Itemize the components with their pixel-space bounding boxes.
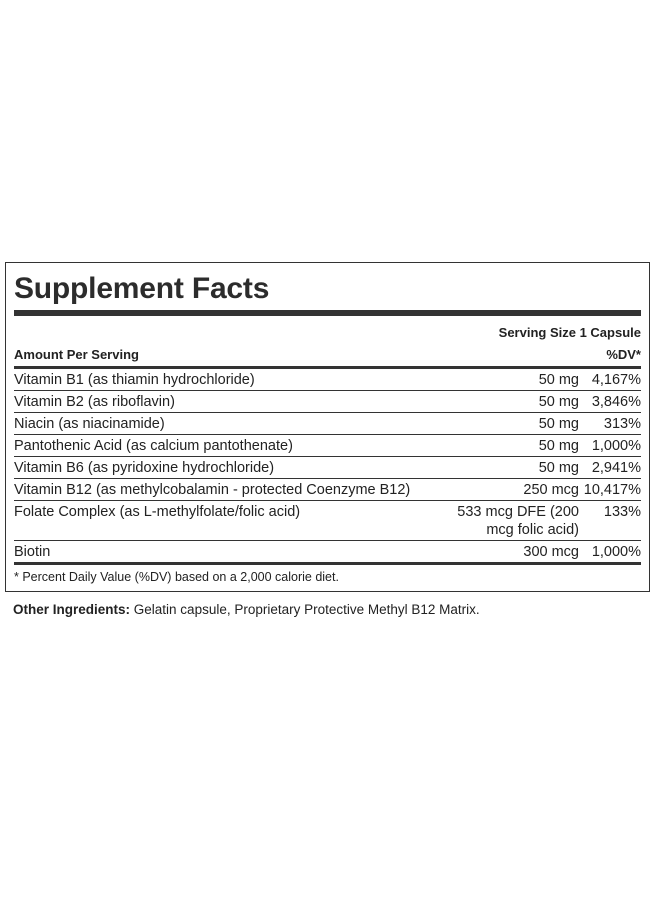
nutrient-dv: 313% [603, 415, 641, 432]
nutrient-dv: 10,417% [583, 481, 641, 498]
nutrient-row [14, 457, 641, 479]
nutrient-name: Vitamin B6 (as pyridoxine hydrochloride) [14, 459, 275, 476]
nutrient-row [14, 541, 641, 565]
nutrient-row [14, 435, 641, 457]
nutrient-amount: 50 mg [538, 459, 579, 476]
nutrient-dv: 4,167% [591, 371, 641, 388]
other-ingredients-label: Other Ingredients: [13, 602, 131, 617]
nutrient-row [14, 413, 641, 435]
other-ingredients-text: Gelatin capsule, Proprietary Protective Methyl B12 Matrix. [133, 602, 480, 617]
nutrient-amount: 50 mg [538, 371, 579, 388]
nutrient-amount: 50 mg [538, 415, 579, 432]
nutrient-row [14, 479, 641, 501]
nutrient-list [14, 369, 641, 565]
nutrient-amount: 50 mg [538, 393, 579, 410]
dv-footnote: * Percent Daily Value (%DV) based on a 2,000 calorie diet. [14, 570, 339, 584]
nutrient-name: Vitamin B2 (as riboflavin) [14, 393, 175, 410]
nutrient-dv: 133% [603, 503, 641, 520]
nutrient-amount: 533 mcg DFE (200 mcg folic acid) [457, 503, 579, 538]
other-ingredients [13, 601, 480, 619]
dv-header: %DV* [606, 347, 641, 362]
serving-size: Serving Size 1 Capsule [498, 325, 641, 340]
nutrient-name: Pantothenic Acid (as calcium pantothenate) [14, 437, 293, 454]
nutrient-dv: 1,000% [591, 543, 641, 560]
nutrient-name: Folate Complex (as L-methylfolate/folic acid) [14, 503, 301, 520]
amount-per-serving-header: Amount Per Serving [14, 347, 139, 362]
nutrient-row [14, 391, 641, 413]
nutrient-name: Vitamin B12 (as methylcobalamin - protected Coenzyme B12) [14, 481, 411, 498]
nutrient-amount: 250 mcg [523, 481, 579, 498]
nutrient-amount: 50 mg [538, 437, 579, 454]
panel-title: Supplement Facts [14, 272, 270, 305]
column-header [14, 347, 641, 363]
nutrient-name: Niacin (as niacinamide) [14, 415, 165, 432]
nutrient-amount: 300 mcg [523, 543, 579, 560]
nutrient-name: Biotin [14, 543, 51, 560]
nutrient-dv: 1,000% [591, 437, 641, 454]
supplement-facts-panel [5, 262, 650, 592]
nutrient-name: Vitamin B1 (as thiamin hydrochloride) [14, 371, 255, 388]
title-divider [14, 310, 641, 316]
nutrient-row [14, 369, 641, 391]
nutrient-row [14, 501, 641, 541]
nutrient-dv: 2,941% [591, 459, 641, 476]
nutrient-dv: 3,846% [591, 393, 641, 410]
